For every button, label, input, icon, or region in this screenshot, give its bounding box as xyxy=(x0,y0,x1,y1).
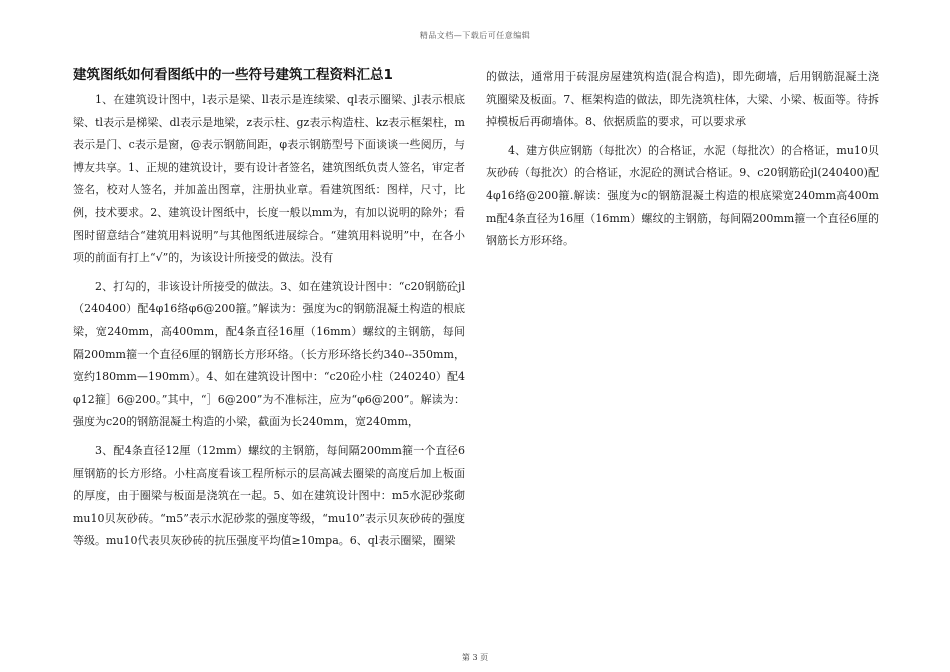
paragraph: 2、打勾的，非该设计所接受的做法。3、如在建筑设计图中：“c20钢筋砼jl（240400）配4φ16络φ6@200箍。”解读为：强度为c的钢筋混凝土构造的根底梁，宽240mm，高400mm，配4条直径16厘（16mm）螺纹的主钢筋，每间隔200mm箍一个直径6厘的钢筋长方形环络。（长方形环络长约340--350mm，宽约180mm—190mm）。4、如在建筑设计图中：“c20砼小柱（240240）配4φ12箍］6@200。”其中，“］6@200”为不准标注，应为“φ6@200”。解读为：强度为c20的钢筋混凝土构造的小梁，截面为长240mm，宽240mm， xyxy=(73,279,465,429)
document-title: 建筑图纸如何看图纸中的一些符号建筑工程资料汇总1 xyxy=(73,67,393,83)
left-column xyxy=(73,66,465,553)
page-number: 第 3 页 xyxy=(461,653,489,662)
paragraph: 1、在建筑设计图中，l表示是梁、ll表示是连续梁、ql表示圈梁、jl表示根底梁、tl表示是梯梁、dl表示是地梁，z表示柱、gz表示构造柱、kz表示框架柱，m表示是门、c表示是窗，@表示钢筋间距，φ表示钢筋型号下面谈谈一些阅历，与博友共享。1、正规的建筑设计，要有设计者签名，建筑图纸负责人签名，审定者签名，校对人签名，并加盖出图章，注册执业章。看建筑图纸：图样，尺寸，比例，技术要求。2、建筑设计图纸中，长度一般以mm为，有加以说明的除外；看图时留意结合“建筑用料说明”与其他图纸进展综合。“建筑用料说明”中，在各小项的前面有打上“√”的，为该设计所接受的做法。没有 xyxy=(73,93,465,265)
paragraph-continued: 的做法，通常用于砖混房屋建筑构造(混合构造)，即先砌墙，后用钢筋混凝土浇筑圈梁及板面。7、框架构造的做法，即先浇筑柱体，大梁、小梁、板面等。待拆掉模板后再砌墙体。8、依据质监的要求，可以要求承 xyxy=(486,70,879,129)
paragraph: 4、建方供应钢筋（每批次）的合格证，水泥（每批次）的合格证，mu10贝灰砂砖（每批次）的合格证，水泥砼的测试合格证。9、c20钢筋砼jl(240400)配4φ16络@200箍.解读：强度为c的钢筋混凝土构造的根底梁宽240mm高400mm配4条直径为16厘（16mm）螺纹的主钢筋，每间隔200mm箍一个直径6厘的钢筋长方形环络。 xyxy=(486,143,879,248)
right-column xyxy=(486,66,879,253)
paragraph: 3、配4条直径12厘（12mm）螺纹的主钢筋，每间隔200mm箍一个直径6厘钢筋的长方形络。小柱高度看该工程所标示的层高减去圈梁的高度后加上板面的厚度，由于圈梁与板面是浇筑在一起。5、如在建筑设计图中：m5水泥砂浆砌mu10贝灰砂砖。“m5”表示水泥砂浆的强度等级，“mu10”表示贝灰砂砖的强度等级。mu10代表贝灰砂砖的抗压强度平均值≥10mpa。6、ql表示圈梁，圈梁 xyxy=(73,443,465,548)
page-header-note: 精品文档—下载后可任意编辑 xyxy=(419,31,531,40)
